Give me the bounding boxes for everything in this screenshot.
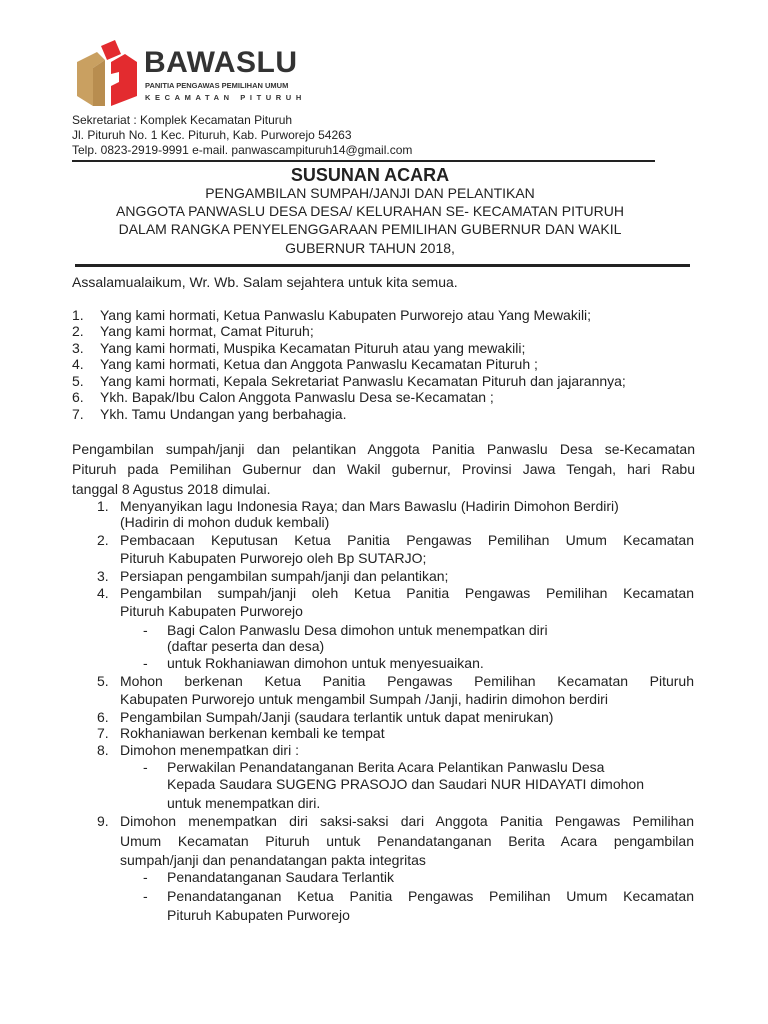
- bullet-dash: -: [143, 869, 148, 885]
- agenda-item-text: Kabupaten Purworejo untuk mengambil Sumpah /Janji, hadirin dimohon berdiri: [120, 691, 608, 707]
- subtitle-line: GUBERNUR TAHUN 2018,: [285, 240, 455, 256]
- agenda-item-text: Kepada Saudara SUGENG PRASOJO dan Saudari NUR HIDAYATI dimohon: [167, 776, 644, 792]
- agenda-number: 8.: [97, 742, 109, 758]
- agenda-item-text: Pembacaan Keputusan Ketua Panitia Pengawas Pemilihan Umum Kecamatan: [120, 532, 694, 548]
- salutation-number: 6.: [72, 389, 84, 405]
- agenda-item-text: (daftar peserta dan desa): [167, 638, 325, 654]
- bullet-dash: -: [143, 759, 148, 775]
- agenda-number: 3.: [97, 568, 109, 584]
- bullet-dash: -: [143, 622, 148, 638]
- bullet-dash: -: [143, 655, 148, 671]
- salutation-text: Yang kami hormati, Kepala Sekretariat Panwaslu Kecamatan Pituruh dan jajarannya;: [100, 373, 626, 389]
- subtitle-line: PENGAMBILAN SUMPAH/JANJI DAN PELANTIKAN: [205, 185, 535, 201]
- page-title: SUSUNAN ACARA: [290, 165, 450, 185]
- salutation-text: Ykh. Bapak/Ibu Calon Anggota Panwaslu Desa se-Kecamatan ;: [100, 389, 494, 405]
- salutation-number: 7.: [72, 406, 84, 422]
- agenda-item-text: Rokhaniawan berkenan kembali ke tempat: [120, 725, 385, 741]
- salutation-text: Yang kami hormati, Muspika Kecamatan Pituruh atau yang mewakili;: [100, 340, 526, 356]
- agenda-item-text: Dimohon menempatkan diri saksi-saksi dari Anggota Panitia Pengawas Pemilihan: [120, 813, 694, 829]
- bullet-dash: -: [143, 888, 148, 904]
- org-district: KECAMATAN PITURUH: [145, 93, 306, 102]
- agenda-number: 5.: [97, 673, 109, 689]
- agenda-number: 7.: [97, 725, 109, 741]
- bawaslu-logo: [75, 40, 139, 108]
- agenda-item-text: Menyanyikan lagu Indonesia Raya; dan Mars Bawaslu (Hadirin Dimohon Berdiri): [120, 498, 619, 514]
- divider-thick: [75, 264, 690, 267]
- salutation-text: Ykh. Tamu Undangan yang berbahagia.: [100, 406, 347, 422]
- agenda-item-text: Pituruh Kabupaten Purworejo: [120, 603, 303, 619]
- salutation-number: 5.: [72, 373, 84, 389]
- agenda-item-text: Mohon berkenan Ketua Panitia Pengawas Pemilihan Kecamatan Pituruh: [120, 673, 694, 689]
- subtitle-line: ANGGOTA PANWASLU DESA DESA/ KELURAHAN SE- KECAMATAN PITURUH: [116, 203, 624, 219]
- agenda-item-text: (Hadirin di mohon duduk kembali): [120, 514, 330, 530]
- intro-paragraph-line: Pituruh pada Pemilihan Gubernur dan Wakil gubernur, Provinsi Jawa Tengah, hari Rabu: [72, 461, 695, 477]
- agenda-item-text: Perwakilan Penandatanganan Berita Acara Pelantikan Panwaslu Desa: [167, 759, 605, 775]
- agenda-number: 2.: [97, 532, 109, 548]
- salutation-number: 2.: [72, 323, 84, 339]
- intro-paragraph-line: tanggal 8 Agustus 2018 dimulai.: [72, 481, 271, 497]
- agenda-item-text: Pituruh Kabupaten Purworejo: [167, 907, 350, 923]
- agenda-item-text: Umum Kecamatan Pituruh untuk Penandatanganan Berita Acara pengambilan: [120, 833, 694, 849]
- salutation-text: Yang kami hormati, Ketua Panwaslu Kabupaten Purworejo atau Yang Mewakili;: [100, 307, 592, 323]
- agenda-item-text: Pengambilan Sumpah/Janji (saudara terlantik untuk dapat menirukan): [120, 709, 554, 725]
- agenda-item-text: Penandatanganan Saudara Terlantik: [167, 869, 395, 885]
- address-line: Sekretariat : Komplek Kecamatan Pituruh: [72, 113, 293, 127]
- agenda-number: 4.: [97, 585, 109, 601]
- salutation-number: 4.: [72, 356, 84, 372]
- salutation-text: Yang kami hormati, Ketua dan Anggota Panwaslu Kecamatan Pituruh ;: [100, 356, 538, 372]
- agenda-item-text: sumpah/janji dan penandatangan pakta integritas: [120, 852, 426, 868]
- salutation-text: Yang kami hormat, Camat Pituruh;: [100, 323, 314, 339]
- intro-paragraph-line: Pengambilan sumpah/janji dan pelantikan Anggota Panitia Panwaslu Desa se-Kecamatan: [72, 441, 695, 457]
- agenda-item-text: Pengambilan sumpah/janji oleh Ketua Panitia Pengawas Pemilihan Kecamatan: [120, 585, 694, 601]
- agenda-item-text: Penandatanganan Ketua Panitia Pengawas Pemilihan Umum Kecamatan: [167, 888, 694, 904]
- address-line: Jl. Pituruh No. 1 Kec. Pituruh, Kab. Purworejo 54263: [72, 128, 352, 142]
- agenda-item-text: Persiapan pengambilan sumpah/janji dan pelantikan;: [120, 568, 449, 584]
- agenda-item-text: Pituruh Kabupaten Purworejo oleh Bp SUTARJO;: [120, 550, 427, 566]
- agenda-item-text: untuk menempatkan diri.: [167, 795, 321, 811]
- agenda-number: 1.: [97, 498, 109, 514]
- agenda-item-text: Bagi Calon Panwaslu Desa dimohon untuk menempatkan diri: [167, 622, 548, 638]
- agenda-item-text: untuk Rokhaniawan dimohon untuk menyesuaikan.: [167, 655, 484, 671]
- salutation-number: 3.: [72, 340, 84, 356]
- agenda-item-text: Dimohon menempatkan diri :: [120, 742, 299, 758]
- salutation-number: 1.: [72, 307, 84, 323]
- org-subtitle: PANITIA PENGAWAS PEMILIHAN UMUM: [145, 81, 289, 90]
- org-name: BAWASLU: [144, 46, 298, 79]
- divider: [72, 160, 655, 162]
- agenda-number: 6.: [97, 709, 109, 725]
- greeting: Assalamualaikum, Wr. Wb. Salam sejahtera untuk kita semua.: [72, 274, 458, 290]
- contact-line: Telp. 0823-2919-9991 e-mail. panwascampituruh14@gmail.com: [72, 143, 413, 157]
- agenda-number: 9.: [97, 813, 109, 829]
- subtitle-line: DALAM RANGKA PENYELENGGARAAN PEMILIHAN GUBERNUR DAN WAKIL: [118, 221, 622, 237]
